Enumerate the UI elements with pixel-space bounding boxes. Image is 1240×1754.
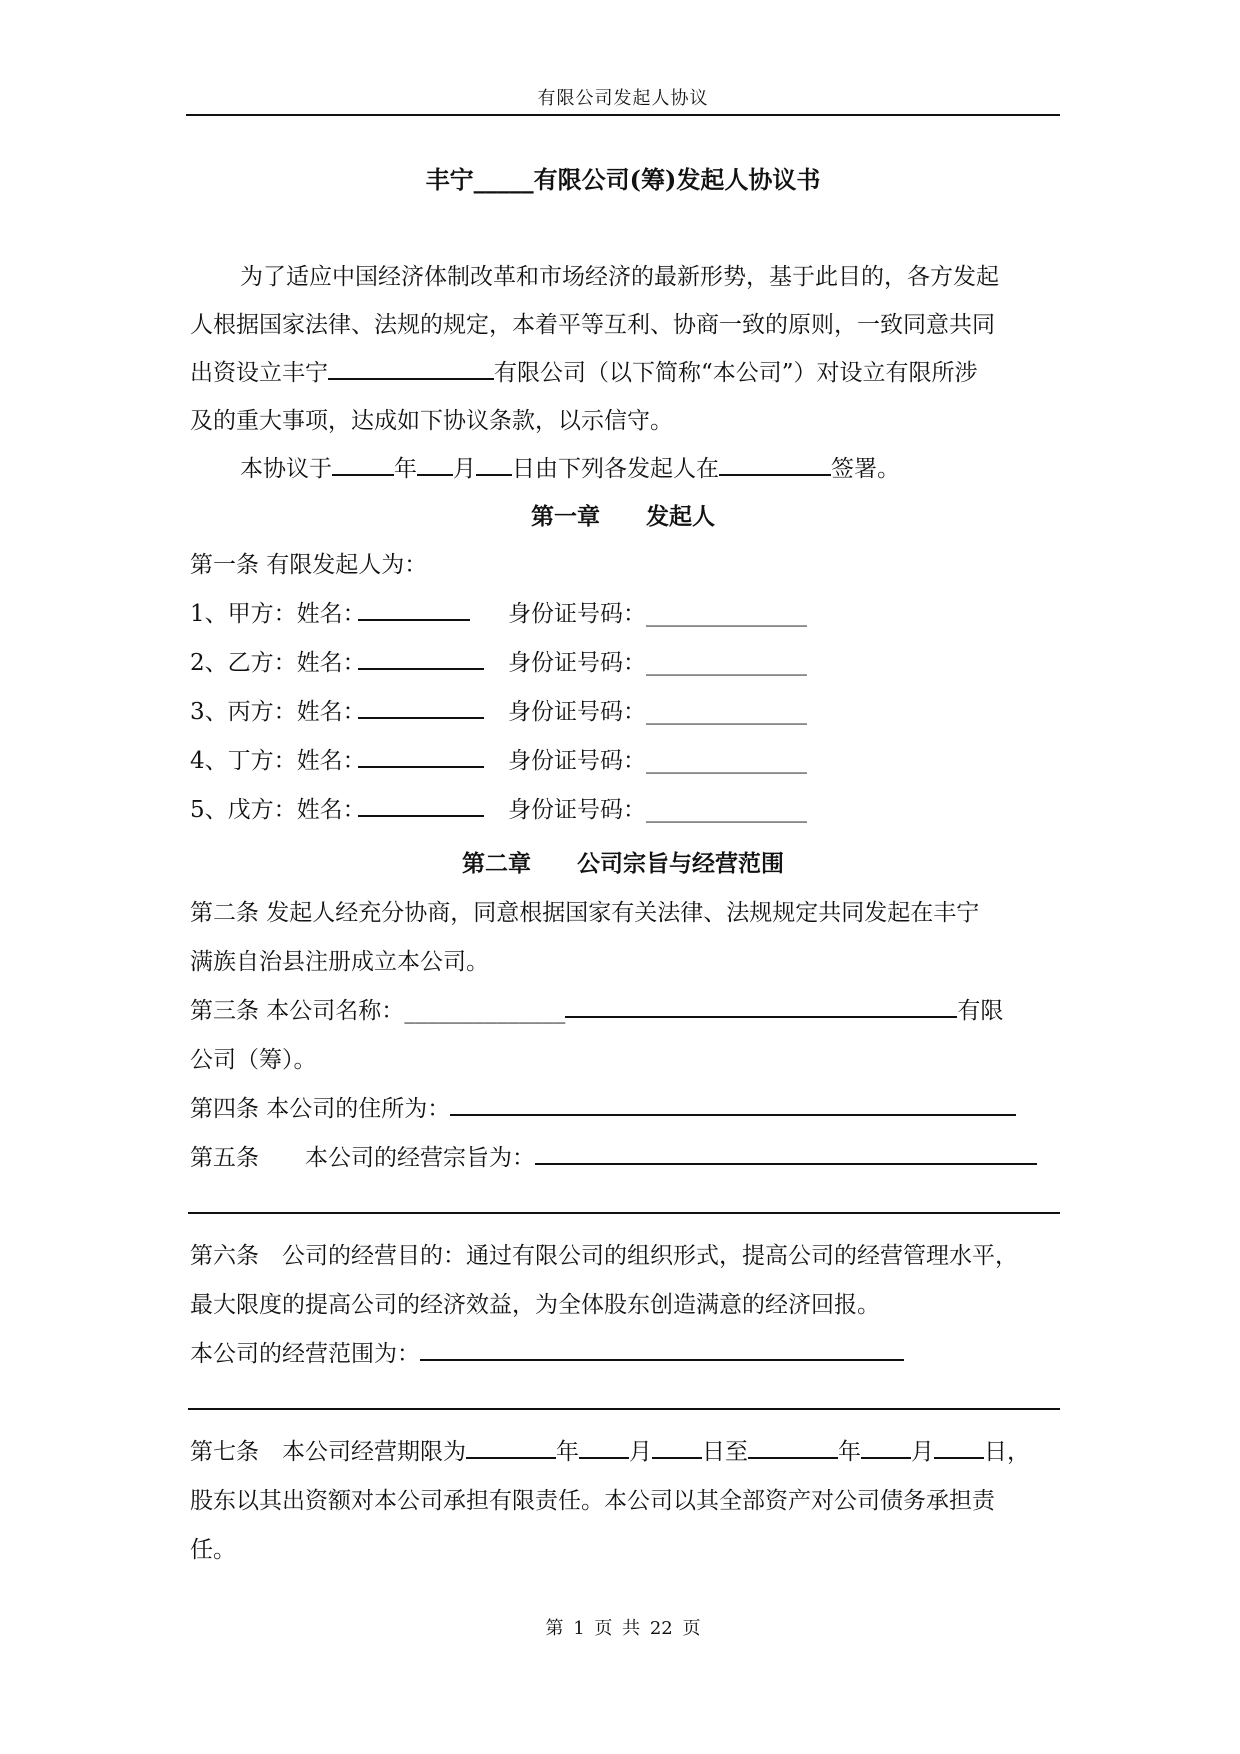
article-3-name-blank[interactable] xyxy=(565,996,957,1018)
intro-line-4: 及的重大事项，达成如下协议条款，以示信守。 xyxy=(190,408,673,434)
founder-id-label: 身份证号码： xyxy=(508,797,646,823)
founder-id-label: 身份证号码： xyxy=(508,699,646,725)
term-start-month-blank[interactable] xyxy=(579,1437,629,1459)
signing-line xyxy=(240,450,900,483)
business-scope-blank[interactable] xyxy=(420,1339,904,1361)
chapter-1-title: 第一章 发起人 xyxy=(531,503,715,530)
intro-line-1: 为了适应中国经济体制改革和市场经济的最新形势，基于此目的，各方发起 xyxy=(240,264,999,290)
founder-name-blank[interactable] xyxy=(358,599,470,621)
business-scope-label: 本公司的经营范围为： xyxy=(190,1341,420,1367)
founder-row xyxy=(190,595,807,628)
founder-label: 3、丙方：姓名： xyxy=(190,699,366,725)
signing-year-label: 年 xyxy=(394,456,417,482)
term-month2-label: 月 xyxy=(911,1439,934,1465)
article-6-line-2: 最大限度的提高公司的经济效益，为全体股东创造满意的经济回报。 xyxy=(190,1292,880,1318)
term-end-day-blank[interactable] xyxy=(934,1437,984,1459)
business-scope-blank-line-2[interactable] xyxy=(188,1408,1060,1410)
founder-id-blank[interactable]: ______________ xyxy=(646,601,807,627)
article-5-prefix: 第五条 本公司的经营宗旨为： xyxy=(190,1145,535,1171)
article-4 xyxy=(190,1090,1016,1123)
term-start-day-blank[interactable] xyxy=(652,1437,702,1459)
founder-label: 4、丁方：姓名： xyxy=(190,748,366,774)
intro-line-2: 人根据国家法律、法规的规定，本着平等互利、协商一致的原则，一致同意共同 xyxy=(190,312,995,338)
article-4-prefix: 第四条 本公司的住所为： xyxy=(190,1096,451,1122)
founder-row xyxy=(190,693,807,726)
purpose-blank-line-2[interactable] xyxy=(188,1212,1060,1214)
founder-id-label: 身份证号码： xyxy=(508,650,646,676)
article-7-prefix: 第七条 本公司经营期限为 xyxy=(190,1439,466,1465)
founder-id-blank[interactable]: ______________ xyxy=(646,797,807,823)
article-7-line-1 xyxy=(190,1433,1030,1466)
founder-id-blank[interactable]: ______________ xyxy=(646,699,807,725)
term-month-label: 月 xyxy=(629,1439,652,1465)
article-3 xyxy=(190,992,1003,1025)
founder-id-blank[interactable]: ______________ xyxy=(646,748,807,774)
address-blank[interactable] xyxy=(450,1094,1016,1116)
founder-label: 5、戊方：姓名： xyxy=(190,797,366,823)
founder-name-blank[interactable] xyxy=(358,648,484,670)
header-rule xyxy=(186,114,1060,116)
intro-line-3 xyxy=(190,354,978,387)
founder-row xyxy=(190,791,807,824)
term-end-year-blank[interactable] xyxy=(748,1437,838,1459)
signing-prefix: 本协议于 xyxy=(240,456,332,482)
founder-id-label: 身份证号码： xyxy=(508,601,646,627)
term-day-end-label: 日， xyxy=(984,1439,1030,1465)
article-5 xyxy=(190,1139,1037,1172)
founder-row xyxy=(190,742,807,775)
founder-name-blank[interactable] xyxy=(358,746,484,768)
intro-line-3b: 有限公司（以下简称“本公司”）对设立有限所涉 xyxy=(494,360,978,386)
signing-end: 签署。 xyxy=(831,456,900,482)
term-year-label: 年 xyxy=(556,1439,579,1465)
signing-month-blank[interactable] xyxy=(417,454,453,476)
chapter-2-title: 第二章 公司宗旨与经营范围 xyxy=(462,850,784,877)
intro-line-3a: 出资设立丰宁 xyxy=(190,360,328,386)
article-2-line-2: 满族自治县注册成立本公司。 xyxy=(190,949,489,975)
signing-place-blank[interactable] xyxy=(719,454,831,476)
founder-label: 1、甲方：姓名： xyxy=(190,601,366,627)
term-day-to-label: 日至 xyxy=(702,1439,748,1465)
founder-name-blank[interactable] xyxy=(358,795,484,817)
article-3-prefix: 第三条 本公司名称： xyxy=(190,998,405,1024)
article-3-line-2: 公司（筹）。 xyxy=(190,1047,317,1073)
article-2-line-1: 第二条 发起人经充分协商，同意根据国家有关法律、法规规定共同发起在丰宁 xyxy=(190,900,980,926)
running-header: 有限公司发起人协议 xyxy=(537,88,709,109)
article-7-line-2: 股东以其出资额对本公司承担有限责任。本公司以其全部资产对公司债务承担责 xyxy=(190,1488,995,1514)
founder-row xyxy=(190,644,807,677)
term-end-month-blank[interactable] xyxy=(861,1437,911,1459)
business-scope xyxy=(190,1335,904,1368)
signing-day-blank[interactable] xyxy=(476,454,512,476)
article-3-suffix: 有限 xyxy=(957,998,1004,1024)
founder-label: 2、乙方：姓名： xyxy=(190,650,366,676)
article-3-name-underscore[interactable]: ______________ xyxy=(404,998,566,1024)
article-1: 第一条 有限发起人为： xyxy=(190,552,428,578)
founder-name-blank[interactable] xyxy=(358,697,484,719)
signing-month-label: 月 xyxy=(453,456,476,482)
document-title: 丰宁_____有限公司(筹)发起人协议书 xyxy=(425,165,821,194)
article-6-line-1: 第六条 公司的经营目的：通过有限公司的组织形式，提高公司的经营管理水平， xyxy=(190,1243,1018,1269)
signing-year-blank[interactable] xyxy=(332,454,394,476)
article-7-line-3: 任。 xyxy=(190,1537,236,1563)
term-year2-label: 年 xyxy=(838,1439,861,1465)
founder-id-blank[interactable]: ______________ xyxy=(646,650,807,676)
founder-id-label: 身份证号码： xyxy=(508,748,646,774)
page-footer: 第 1 页 共 22 页 xyxy=(545,1618,701,1639)
purpose-blank[interactable] xyxy=(535,1143,1037,1165)
term-start-year-blank[interactable] xyxy=(466,1437,556,1459)
signing-day-label: 日由下列各发起人在 xyxy=(512,456,719,482)
company-name-blank[interactable] xyxy=(328,358,494,380)
